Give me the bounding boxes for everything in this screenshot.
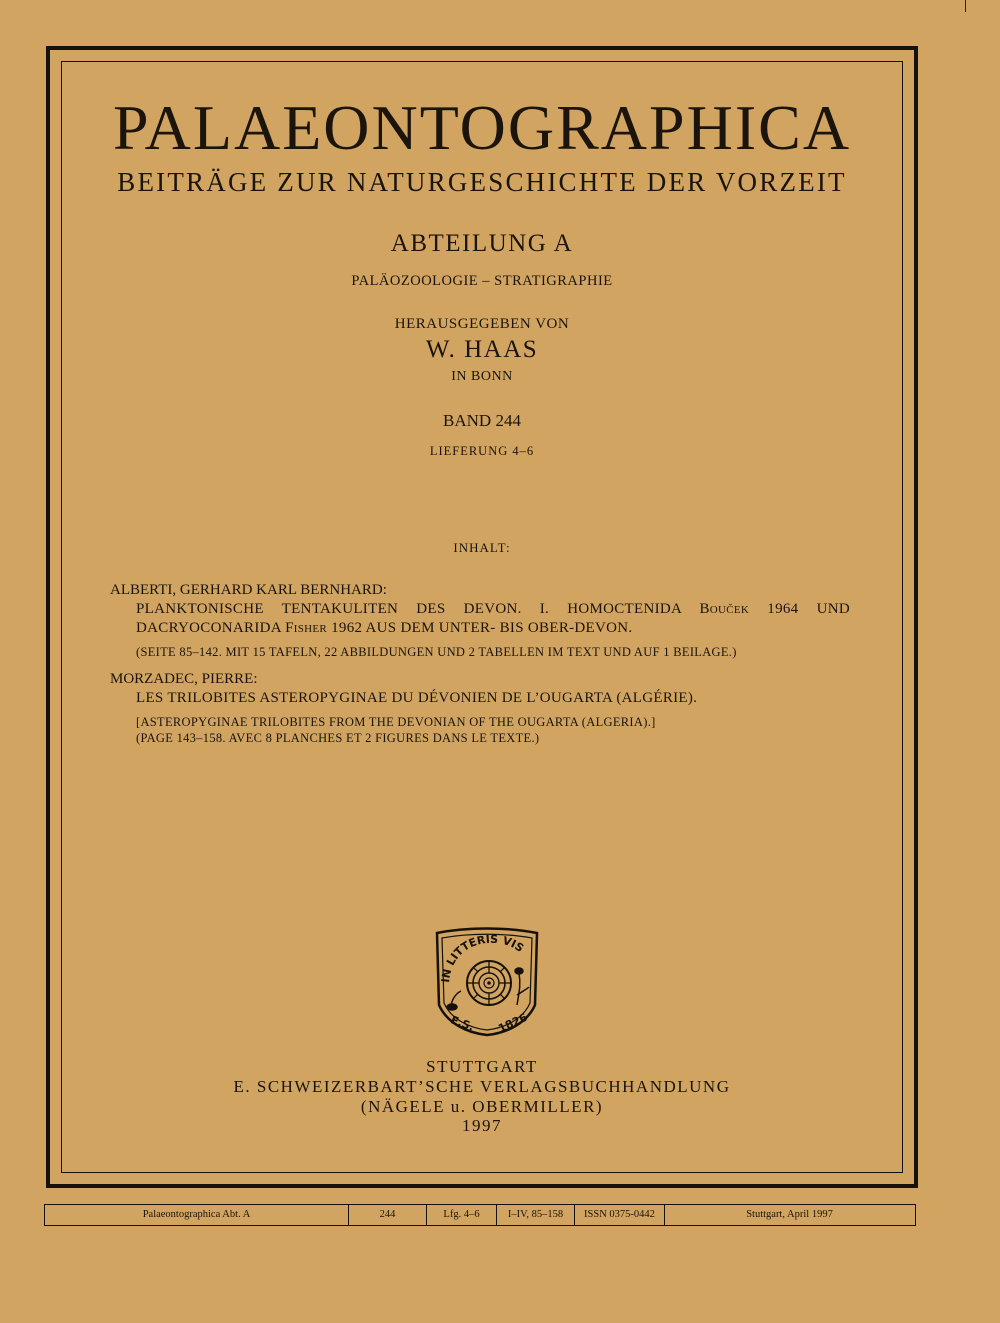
plant-icon — [447, 968, 529, 1010]
contents-heading: INHALT: — [453, 540, 511, 555]
issue-number: LIEFERUNG 4–6 — [429, 444, 535, 458]
ammonite-icon — [467, 961, 511, 1005]
footer-journal: Palaeontographica Abt. A — [45, 1205, 349, 1225]
footer-place-date: Stuttgart, April 1997 — [746, 1209, 833, 1220]
publisher-city: STUTTGART — [426, 1057, 538, 1076]
entry-note: (PAGE 143–158. AVEC 8 PLANCHES ET 2 FIGURES DANS LE TEXTE.) — [136, 731, 540, 745]
publisher-owners: (NÄGELE u. OBERMILLER) — [360, 1097, 604, 1116]
footer-volume: 244 — [349, 1205, 427, 1225]
section-heading: ABTEILUNG A — [390, 230, 574, 257]
entry-author: ALBERTI, GERHARD KARL BERNHARD: — [110, 582, 387, 598]
edited-by-label: HERAUSGEGEBEN VON — [394, 316, 570, 332]
entry-note: (SEITE 85–142. MIT 15 TAFELN, 22 ABBILDUNGEN UND 2 TABELLEN IM TEXT UND AUF 1 BEILAGE.) — [136, 645, 737, 659]
section-subject: PALÄOZOOLOGIE – STRATIGRAPHIE — [351, 273, 613, 289]
entry-title-part: 1962 AUS DEM UNTER- BIS OBER-DEVON. — [331, 620, 633, 636]
bibliographic-footer — [44, 1204, 916, 1226]
entry-title: LES TRILOBITES ASTEROPYGINAE DU DÉVONIEN DE L’OUGARTA (ALGÉRIE). — [136, 690, 698, 706]
taxon-author-name: Fisher — [285, 620, 328, 636]
entry-title — [136, 600, 850, 638]
contents-entry-1 — [110, 581, 850, 660]
contents-entry-2 — [110, 670, 850, 746]
seal-initials: E.S. — [448, 1013, 476, 1034]
corner-mark — [965, 0, 966, 12]
publisher-seal-logo — [427, 925, 547, 1037]
footer-issn: ISSN 0375-0442 — [575, 1205, 665, 1225]
entry-title-part: PLANKTONISCHE TENTAKULITEN DES DEVON. I. HOMOCTENIDA — [136, 601, 682, 617]
journal-subtitle: BEITRÄGE ZUR NATURGESCHICHTE DER VORZEIT — [117, 167, 847, 197]
publisher-name: E. SCHWEIZERBART’SCHE VERLAGSBUCHHANDLUNG — [233, 1077, 731, 1096]
entry-title-part: 1964 UND DACRYOCONARIDA — [136, 601, 850, 636]
entry-note: [ASTEROPYGINAE TRILOBITES FROM THE DEVONIAN OF THE OUGARTA (ALGERIA).] — [136, 715, 656, 729]
entry-author: MORZADEC, PIERRE: — [110, 671, 258, 687]
seal-year: 1826 — [496, 1010, 530, 1036]
footer-issue: Lfg. 4–6 — [427, 1205, 497, 1225]
taxon-author-name: Bouček — [699, 601, 750, 617]
footer-pages: I–IV, 85–158 — [497, 1205, 575, 1225]
publication-year: 1997 — [462, 1116, 502, 1135]
seal-motto: IN LITTERIS VIS — [439, 932, 527, 984]
editor-name: W. HAAS — [425, 336, 539, 363]
volume-number: BAND 244 — [443, 411, 521, 430]
editor-location: IN BONN — [451, 369, 513, 384]
journal-title: PALAEONTOGRAPHICA — [112, 92, 852, 163]
